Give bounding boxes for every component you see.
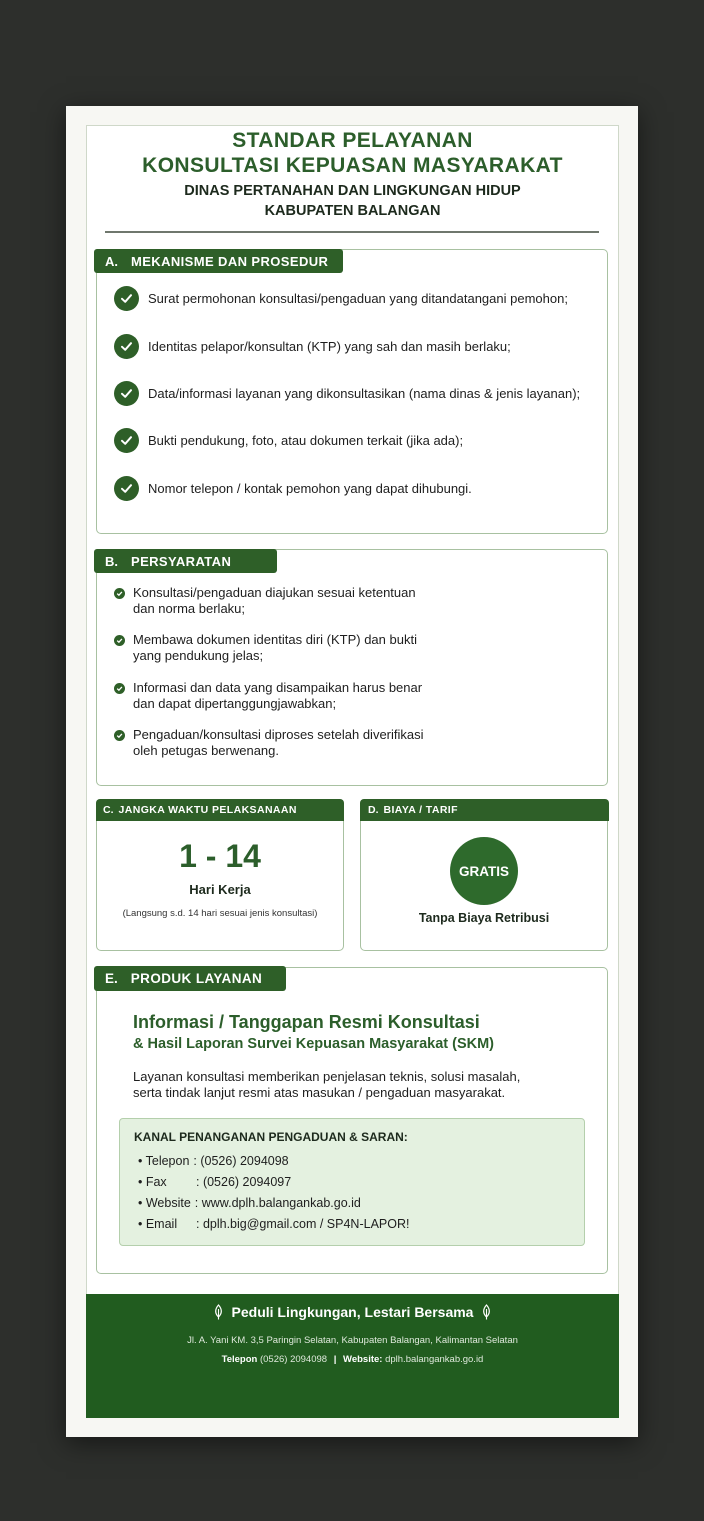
- section-letter: C.: [103, 804, 114, 816]
- complaint-channels-box: [119, 1118, 585, 1246]
- channel-value: : www.dplh.balangankab.go.id: [194, 1196, 361, 1210]
- channel-value: : (0526) 2094098: [193, 1154, 289, 1168]
- list-item: [114, 585, 433, 617]
- list-item: [114, 680, 433, 712]
- section-title: JANGKA WAKTU PELAKSANAAN: [118, 804, 297, 816]
- channel-label: • Website: [138, 1196, 191, 1210]
- page-title-line2: KONSULTASI KEPUASAN MASYARAKAT: [142, 154, 563, 177]
- header-divider: [105, 231, 599, 233]
- list-item-text: Surat permohonan konsultasi/pengaduan yang ditandatangani pemohon;: [148, 291, 568, 306]
- bullet-check-icon: [114, 730, 125, 741]
- channel-label: • Email: [138, 1217, 178, 1231]
- agency-name: DINAS PERTANAHAN DAN LINGKUNGAN HIDUP: [184, 183, 521, 199]
- section-c-box: [96, 799, 344, 951]
- product-description: [133, 1069, 533, 1101]
- leaf-icon: [213, 1304, 224, 1320]
- list-item-text: Informasi dan data yang disampaikan harus benar dan dapat dipertanggungjawabkan;: [133, 680, 423, 711]
- website-value[interactable]: dplh.balangankab.go.id: [385, 1354, 484, 1365]
- channel-value: : dplh.big@gmail.com / SP4N-LAPOR!: [196, 1217, 410, 1231]
- section-e-tab: [94, 966, 286, 991]
- fee-caption: Tanpa Biaya Retribusi: [418, 911, 550, 925]
- section-letter: B.: [105, 553, 118, 569]
- website-label: Website:: [343, 1354, 383, 1365]
- section-title: BIAYA / TARIF: [383, 804, 458, 816]
- check-circle-icon: [114, 286, 139, 311]
- list-item: [114, 428, 463, 453]
- channels-title: KANAL PENANGANAN PENGADUAN & SARAN:: [134, 1130, 408, 1144]
- list-item: [114, 381, 580, 406]
- page-title: STANDAR PELAYANAN: [232, 129, 473, 152]
- section-a-tab: [94, 249, 343, 273]
- check-circle-icon: [114, 381, 139, 406]
- product-subheading: & Hasil Laporan Survei Kepuasan Masyarakat (SKM): [133, 1036, 495, 1052]
- section-letter: D.: [368, 804, 379, 816]
- footer: [86, 1294, 619, 1418]
- region-name: KABUPATEN BALANGAN: [264, 203, 441, 219]
- list-item-text: Pengaduan/konsultasi diproses setelah diverifikasi oleh petugas berwenang.: [133, 727, 424, 758]
- check-circle-icon: [114, 334, 139, 359]
- bullet-check-icon: [114, 588, 125, 599]
- free-badge: GRATIS: [450, 837, 518, 905]
- section-title: PRODUK LAYANAN: [130, 971, 263, 986]
- list-item-text: Bukti pendukung, foto, atau dokumen terkait (jika ada);: [148, 433, 464, 448]
- footer-address: Jl. A. Yani KM. 3,5 Paringin Selatan, Kabupaten Balangan, Kalimantan Selatan: [187, 1335, 518, 1346]
- channel-row: [138, 1154, 289, 1168]
- footer-slogan: Peduli Lingkungan, Lestari Bersama: [231, 1304, 474, 1320]
- footer-contact: [86, 1354, 619, 1365]
- channel-row: [138, 1217, 409, 1231]
- list-item-text: Nomor telepon / kontak pemohon yang dapat dihubungi.: [148, 481, 472, 496]
- check-circle-icon: [114, 428, 139, 453]
- section-letter: A.: [105, 253, 118, 269]
- section-title: PERSYARATAN: [131, 553, 232, 569]
- list-item: [114, 632, 433, 664]
- list-item-text: Konsultasi/pengaduan diajukan sesuai ketentuan dan norma berlaku;: [133, 585, 416, 616]
- duration-value: 1 - 14: [179, 838, 261, 874]
- channel-value: : (0526) 2094097: [196, 1175, 292, 1189]
- description-line: serta tindak lanjut resmi atas masukan / pengaduan masyarakat.: [133, 1085, 506, 1100]
- section-d-tab: [360, 799, 609, 821]
- list-item-text: Membawa dokumen identitas diri (KTP) dan bukti yang pendukung jelas;: [133, 632, 417, 663]
- section-b-tab: [94, 549, 277, 573]
- phone-label: Telepon: [221, 1354, 258, 1365]
- channel-row: [138, 1196, 361, 1210]
- list-item-text: Data/informasi layanan yang dikonsultasikan (nama dinas & jenis layanan);: [148, 386, 581, 401]
- duration-note: (Langsung s.d. 14 hari sesuai jenis konsultasi): [122, 908, 318, 919]
- bullet-check-icon: [114, 683, 125, 694]
- list-item: [114, 286, 568, 311]
- section-title: MEKANISME DAN PROSEDUR: [131, 253, 329, 269]
- footer-slogan-row: [86, 1304, 619, 1320]
- list-item: [114, 727, 433, 759]
- product-heading: Informasi / Tanggapan Resmi Konsultasi: [133, 1012, 480, 1032]
- bullet-check-icon: [114, 635, 125, 646]
- description-line: Layanan konsultasi memberikan penjelasan teknis, solusi masalah,: [133, 1069, 521, 1084]
- channel-row: [138, 1175, 291, 1189]
- list-item: [114, 334, 511, 359]
- list-item-text: Identitas pelapor/konsultan (KTP) yang sah dan masih berlaku;: [148, 339, 511, 354]
- list-item: [114, 476, 472, 501]
- channel-label: • Telepon: [138, 1154, 190, 1168]
- contact-separator: |: [333, 1354, 337, 1365]
- check-circle-icon: [114, 476, 139, 501]
- duration-unit: Hari Kerja: [189, 882, 251, 897]
- phone-value: (0526) 2094098: [259, 1354, 328, 1365]
- leaf-icon: [481, 1304, 492, 1320]
- section-c-tab: [96, 799, 344, 821]
- section-letter: E.: [105, 971, 118, 986]
- channel-label: • Fax: [138, 1175, 167, 1189]
